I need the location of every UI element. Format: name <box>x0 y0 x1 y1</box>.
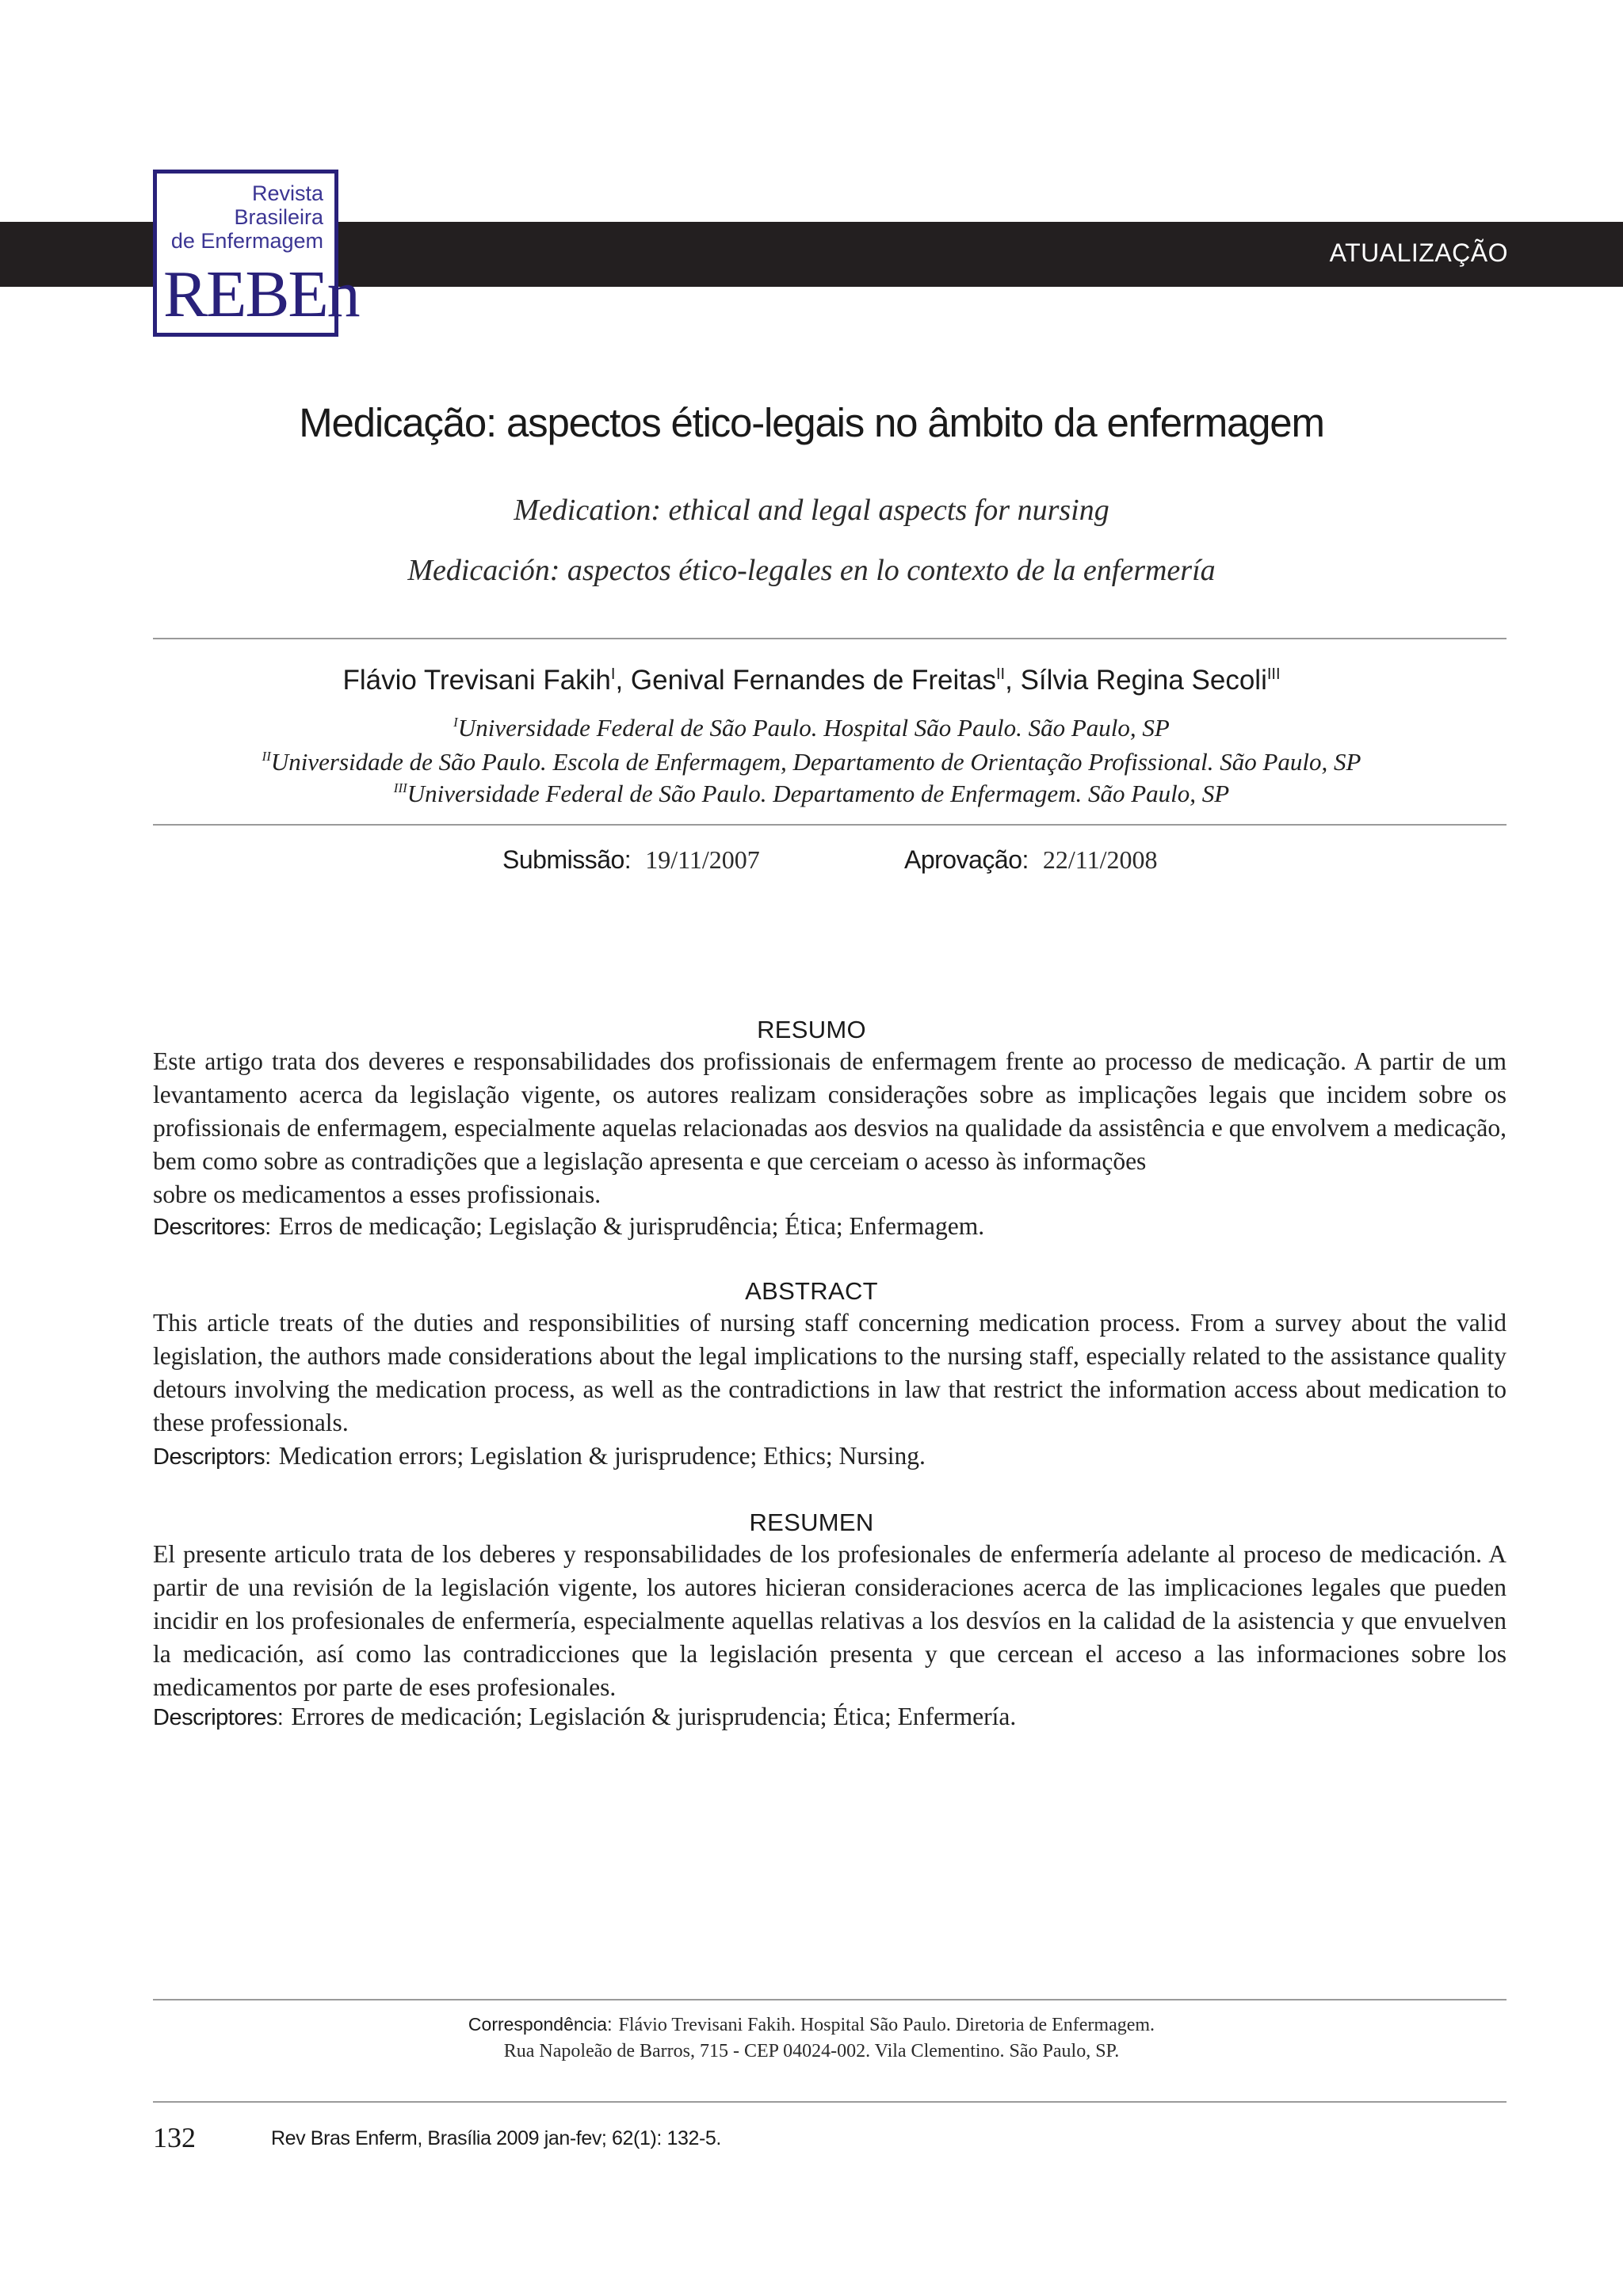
divider-correspondence <box>153 1999 1507 2000</box>
logo-line-revista: Revista <box>251 181 323 205</box>
affiliation-text: Universidade Federal de São Paulo. Departamento de Enfermagem. São Paulo, SP <box>407 780 1230 807</box>
page-number: 132 <box>153 2122 196 2153</box>
correspondence-label: Correspondência: <box>468 2014 613 2035</box>
author-separator: , <box>615 665 631 696</box>
divider-top <box>153 638 1507 639</box>
article-title-english: Medication: ethical and legal aspects for nursing <box>514 494 1109 527</box>
affiliation <box>0 712 1623 744</box>
approval-value: 22/11/2008 <box>1042 845 1158 874</box>
keywords-label: Descritores: <box>153 1215 271 1240</box>
correspondence-line-1 <box>0 2011 1623 2039</box>
author-affiliation-mark: I <box>610 666 616 683</box>
resumo-heading: RESUMO <box>757 1016 866 1043</box>
affiliation-mark: III <box>393 780 407 795</box>
affiliation-text: Universidade Federal de São Paulo. Hospital São Paulo. São Paulo, SP <box>457 714 1170 742</box>
affiliation <box>0 746 1623 778</box>
correspondence-line-2: Rua Napoleão de Barros, 715 - CEP 04024-002. Vila Clementino. São Paulo, SP. <box>503 2041 1120 2061</box>
resumo-keywords <box>153 1210 1507 1244</box>
divider-authors <box>153 824 1507 826</box>
journal-logo <box>153 170 359 337</box>
resumo-text <box>153 1045 1507 1211</box>
article-title-spanish: Medicación: aspectos ético-legales en lo contexto de la enfermería <box>407 554 1216 587</box>
approval-date <box>904 843 1157 876</box>
author-list <box>0 662 1623 699</box>
keywords-label: Descriptores: <box>153 1705 284 1730</box>
keywords-value: Medication errors; Legislation & jurisprudence; Ethics; Nursing. <box>278 1442 926 1470</box>
abstract-heading: ABSTRACT <box>745 1277 878 1305</box>
keywords-label: Descriptors: <box>153 1444 271 1470</box>
affiliation <box>0 778 1623 810</box>
abstract-keywords <box>153 1440 1507 1474</box>
resumen-heading: RESUMEN <box>749 1508 874 1536</box>
affiliation-mark: II <box>262 749 271 764</box>
keywords-value: Erros de medicação; Legislação & jurisprudência; Ética; Enfermagem. <box>278 1212 985 1240</box>
author-separator: , <box>1005 665 1021 696</box>
citation: Rev Bras Enferm, Brasília 2009 jan-fev; 62(1): 132-5. <box>271 2127 721 2149</box>
resumo-body-end: sobre os medicamentos a esses profissionais. <box>153 1180 601 1208</box>
abstract-text: This article treats of the duties and responsibilities of nursing staff concerning medication process. From a survey about the valid legislation, the authors made considerations about the legal implications to the nursing staff, especially related to the assistance quality detours involving the medication process, as well as the contradictions in law that restrict the information access about medication to these professionals. <box>153 1309 1507 1436</box>
author-name: Genival Fernandes de Freitas <box>630 665 996 696</box>
author-affiliation-mark: II <box>996 666 1006 683</box>
submission-value: 19/11/2007 <box>645 845 760 874</box>
resumen-keywords <box>153 1700 1507 1734</box>
divider-footer <box>153 2101 1507 2103</box>
correspondence-text: Flávio Trevisani Fakih. Hospital São Paulo. Diretoria de Enfermagem. <box>618 2015 1155 2035</box>
resumo-body: Este artigo trata dos deveres e responsabilidades dos profissionais de enfermagem frente ao processo de medicação. A partir de um levantamento acerca da legislação vigente, os autores realizam considerações sobre as implicações legais que incidem sobre os profissionais de enfermagem, especialmente aquelas relacionadas aos desvios na qualidade da assistência e que envolvem a medicação, bem como sobre as contradições que a legislação apresenta e que cerceiam o acesso às informações <box>153 1047 1507 1175</box>
article-title: Medicação: aspectos ético-legais no âmbito da enfermagem <box>299 400 1324 445</box>
section-label: ATUALIZAÇÃO <box>1329 238 1508 267</box>
approval-label: Aprovação: <box>904 845 1029 874</box>
logo-wordmark: REBEn <box>163 257 359 331</box>
submission-label: Submissão: <box>502 845 632 874</box>
keywords-value: Errores de medicación; Legislación & jurisprudencia; Ética; Enfermería. <box>291 1703 1017 1730</box>
logo-line-brasileira: Brasileira <box>234 205 323 229</box>
affiliation-text: Universidade de São Paulo. Escola de Enfermagem, Departamento de Orientação Profissional. São Paulo, SP <box>270 748 1361 776</box>
author-name: Sílvia Regina Secoli <box>1020 665 1267 696</box>
resumen-text: El presente articulo trata de los deberes y responsabilidades de los profesionales de enfermería adelante al proceso de medicación. A partir de una revisión de la legislación vigente, los autores hicieran consideraciones acerca de las implicaciones legales que pueden incidir en los profesionales de enfermería, especialmente aquellas relativas a los desvíos en la calidad de la asistencia y que envuelven la medicación, así como las contradicciones que la legislación presenta y que cercean el acceso a las informaciones sobre los medicamentos por parte de eses profesionales. <box>153 1540 1507 1701</box>
author-affiliation-mark: III <box>1266 666 1281 683</box>
submission-date <box>502 843 760 876</box>
author-name: Flávio Trevisani Fakih <box>342 665 611 696</box>
affiliation-mark: I <box>453 715 458 730</box>
logo-line-enfermagem: de Enfermagem <box>170 229 323 253</box>
